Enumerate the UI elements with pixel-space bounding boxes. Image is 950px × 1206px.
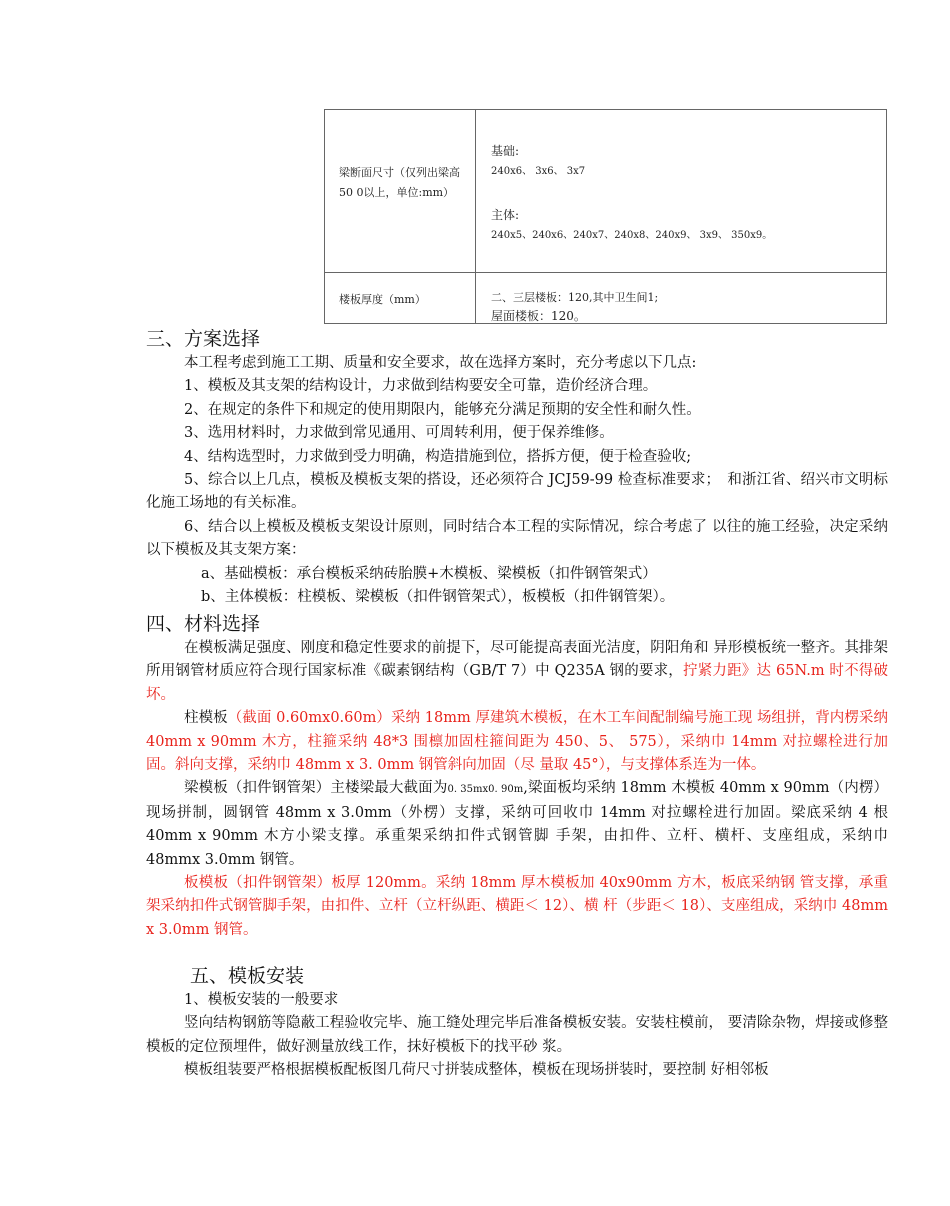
section-3-heading: 三、方案选择 (146, 328, 261, 350)
beam-formwork-text-a: 梁模板（扣件钢管架）主楼梁最大截面为 (184, 780, 448, 797)
beam-size-label: 梁断面尺寸（仅列出梁高50 0以上，单位:mm） (339, 166, 460, 199)
main-values: 240x5、240x6、240x7、240x8、240x9、 3x9、 350x9。 (491, 230, 773, 241)
list-item: 3、选用材料时，力求做到常见通用、可周转利用，便于保养维修。 (184, 425, 614, 442)
installation-paragraph-1: 竖向结构钢筋等隐蔽工程验收完毕、施工缝处理完毕后准备模板安装。安装柱模前， 要清除杂物，焊接或修整模板的定位预埋件，做好测量放线工作，抹好模板下的找平砂 浆。 (146, 1015, 888, 1055)
torque-requirement: 拧紧力距》达 65N.m 时不得破坏。 (146, 663, 888, 703)
section-4 (146, 611, 888, 942)
list-item: 5、综合以上几点，模板及模板支架的搭设，还必须符合 JCJ59-99 检查标准要求； 和浙江省、绍兴市文明标化施工场地的有关标准。 (146, 472, 888, 512)
beam-formwork-text-b: ,梁面板均采纳 18mm 木模板 40mm x 90mm（内楞）现场拼制，圆钢管 48mm x 3.0mm（外楞）支撑，采纳可回收巾 14mm 对拉螺栓进行加固。梁底采纳 4 根 40mm x 90mm 木方小梁支撑。承重架采纳扣件式钢管脚 手架，由扣件、立杆、横杆、支座组成，采纳巾 48mmx 3.0mm 钢管。 (146, 780, 888, 868)
slab-thickness-label: 楼板厚度（mm） (339, 293, 426, 306)
materials-text: 在模板满足强度、刚度和稳定性要求的前提下，尽可能提高表面光洁度，阴阳角和 异形模板统一整齐。其排架所用钢管材质应符合现行国家标准《碳素钢结构（GB/T 7）中 Q235A 钢的要求， (146, 640, 888, 680)
table-row-divider (325, 272, 886, 273)
section-4-heading: 四、材料选择 (146, 613, 261, 635)
slab-thickness-line2: 屋面楼板：120。 (491, 309, 586, 323)
option-a: a、基础模板：承台模板采纳砖胎膜+木模板、梁模板（扣件钢管架式） (201, 565, 657, 582)
section-5 (146, 963, 888, 1083)
column-formwork-label: 柱模板 (184, 710, 228, 727)
beam-max-section: 0. 35mx0. 90m (447, 784, 524, 796)
basis-title: 基础: (491, 144, 520, 158)
slab-formwork-paragraph: 板模板（扣件钢管架）板厚 120mm。采纳 18mm 厚木模板加 40x90mm 方木，板底采纳钢 管支撑，承重架采纳扣件式钢管脚手架，由扣件、立杆（立杆纵距、横距＜ 12）、横 杆（步距＜ 18）、支座组成，采纳巾 48mm x 3.0mm 钢管。 (146, 875, 888, 938)
option-b: b、主体模板：柱模板、梁模板（扣件钢管架式），板模板（扣件钢管架）。 (201, 589, 675, 606)
list-item: 4、结构选型时，力求做到受力明确，构造措施到位，搭拆方便，便于检查验收; (184, 448, 692, 465)
list-item: 1、模板及其支架的结构设计，力求做到结构要安全可靠，造价经济合理。 (184, 378, 658, 395)
beam-formwork-paragraph (146, 777, 888, 872)
basis-values: 240x6、 3x6、 3x7 (491, 166, 586, 177)
main-title: 主体: (491, 208, 520, 222)
table-column-divider (475, 110, 476, 323)
section-5-heading: 五、模板安装 (190, 965, 305, 987)
materials-paragraph-1 (146, 637, 888, 707)
slab-thickness-line1: 二、三层楼板：120,其中卫生间1; (491, 291, 659, 304)
installation-paragraph-2: 模板组装要严格根据模板配板图几荷尺寸拼装成整体，模板在现场拼装时，要控制 好相邻板 (184, 1062, 769, 1079)
list-item: 6、结合以上模板及模板支架设计原则，同时结合本工程的实际情况，综合考虑了 以往的施工经验，决定采纳以下模板及其支架方案： (146, 518, 888, 559)
column-formwork-paragraph (146, 707, 888, 777)
column-formwork-text: （截面 0.60mx0.60m）采纳 18mm 厚建筑木模板，在木工车间配制编号施工现 场组拼，背内楞采纳 40mm x 90mm 木方，柱箍采纳 48*3 围檩加固柱箍间距为 450、5、 575），采纳巾 14mm 对拉螺栓进行加固。斜向支撑，采纳巾 48mm x 3. 0mm 钢管斜向加固（尽 量取 45°），与支撑体系连为一体。 (146, 710, 888, 774)
section-3-intro: 本工程考虑到施工工期、质量和安全要求，故在选择方案时，充分考虑以下几点: (184, 355, 697, 371)
list-item: 2、在规定的条件下和规定的使用期限内，能够充分满足预期的安全性和耐久性。 (184, 401, 701, 418)
section-3 (146, 326, 888, 609)
spec-table (324, 109, 887, 324)
installation-subheading: 1、模板安装的一般要求 (184, 992, 339, 1008)
